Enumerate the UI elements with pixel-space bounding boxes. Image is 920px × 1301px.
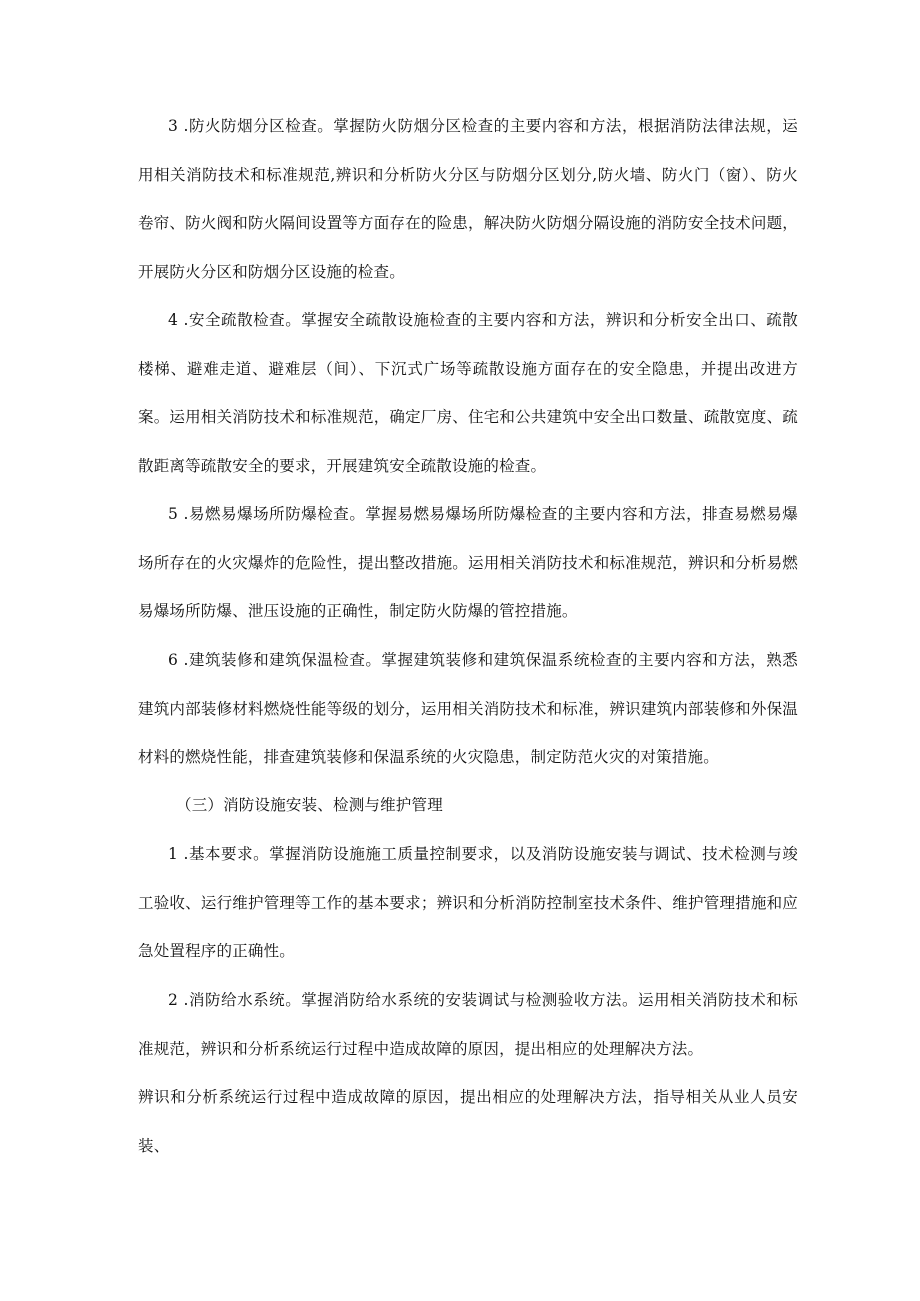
paragraph-safe-evacuation: 4 .安全疏散检查。掌握安全疏散设施检查的主要内容和方法，辨识和分析安全出口、疏散楼梯、避难走道、避难层（间）、下沉式广场等疏散设施方面存在的安全隐患，并提出改进方案。运用相关消防技术和标准规范，确定厂房、住宅和公共建筑中安全出口数量、疏散宽度、疏散距离等疏散安全的要求，开展建筑安全疏散设施的检查。 [138, 311, 798, 475]
paragraph-fire-smoke-compartment: 3 .防火防烟分区检查。掌握防火防烟分区检查的主要内容和方法，根据消防法律法规，运用相关消防技术和标准规范,辨识和分析防火分区与防烟分区划分,防火墙、防火门（窗）、防火卷帘、防火阀和防火隔间设置等方面存在的险患，解决防火防烟分隔设施的消防安全技术问题，开展防火分区和防烟分区设施的检查。 [138, 117, 798, 281]
paragraph-continuation: 辨识和分析系统运行过程中造成故障的原因，提出相应的处理解决方法，指导相关从业人员安装、 [138, 1088, 798, 1155]
paragraph-explosion-proof: 5 .易燃易爆场所防爆检查。掌握易燃易爆场所防爆检查的主要内容和方法，排查易燃易爆场所存在的火灾爆炸的危险性，提出整改措施。运用相关消防技术和标准规范，辨识和分析易燃易爆场所防爆、泄压设施的正确性，制定防火防爆的管控措施。 [138, 505, 798, 620]
paragraph-decoration-insulation: 6 .建筑装修和建筑保温检查。掌握建筑装修和建筑保温系统检查的主要内容和方法，熟悉建筑内部装修材料燃烧性能等级的划分，运用相关消防技术和标准，辨识建筑内部装修和外保温材料的燃烧性能，排查建筑装修和保温系统的火灾隐患，制定防范火灾的对策措施。 [138, 651, 798, 766]
section-heading: （三）消防设施安装、检测与维护管理 [176, 796, 443, 814]
paragraph-basic-requirements: 1 .基本要求。掌握消防设施施工质量控制要求，以及消防设施安装与调试、技术检测与竣工验收、运行维护管理等工作的基本要求；辨识和分析消防控制室技术条件、维护管理措施和应急处置程序的正确性。 [138, 845, 798, 960]
paragraph-water-supply: 2 .消防给水系统。掌握消防给水系统的安装调试与检测验收方法。运用相关消防技术和标准规范，辨识和分析系统运行过程中造成故障的原因，提出相应的处理解决方法。 [138, 991, 798, 1058]
